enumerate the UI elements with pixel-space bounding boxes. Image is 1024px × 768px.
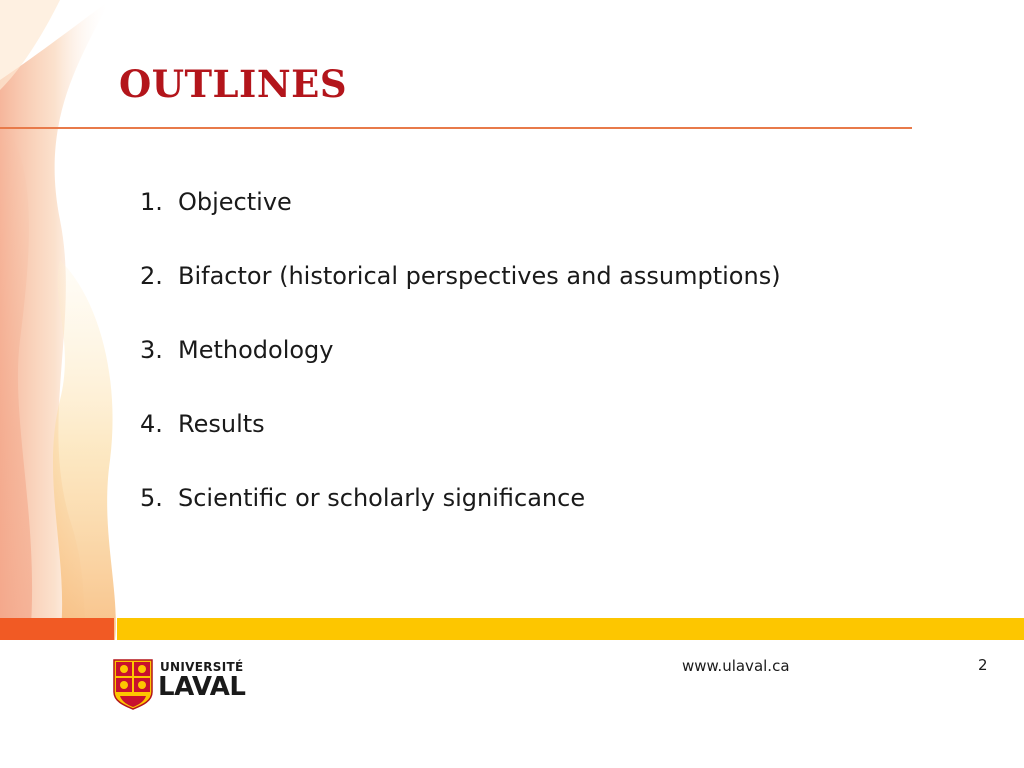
page-number: 2: [978, 656, 988, 674]
university-crest-icon: [112, 658, 154, 710]
list-item-text: Bifactor (historical perspectives and assumptions): [178, 262, 781, 290]
footer-band-yellow: [117, 618, 1024, 640]
list-item: [140, 258, 781, 332]
website-url: www.ulaval.ca: [682, 657, 790, 675]
university-logo: [112, 658, 246, 710]
list-item-number: 3.: [140, 336, 163, 364]
footer-band-red: [0, 618, 114, 640]
list-item: [140, 406, 781, 480]
logo-text-universite: UNIVERSITÉ: [160, 660, 244, 674]
list-item-text: Scientific or scholarly significance: [178, 484, 586, 512]
list-item-number: 2.: [140, 262, 163, 290]
slide-title: OUTLINES: [119, 62, 348, 106]
list-item-number: 5.: [140, 484, 163, 512]
list-item: [140, 332, 781, 406]
title-divider: [0, 127, 912, 129]
list-item: [140, 184, 781, 258]
outline-list: [140, 184, 781, 554]
list-item-text: Objective: [178, 188, 292, 216]
list-item-text: Methodology: [178, 336, 334, 364]
logo-text-laval: LAVAL: [158, 672, 246, 702]
list-item-text: Results: [178, 410, 265, 438]
list-item-number: 4.: [140, 410, 163, 438]
list-item-number: 1.: [140, 188, 163, 216]
list-item: [140, 480, 781, 554]
